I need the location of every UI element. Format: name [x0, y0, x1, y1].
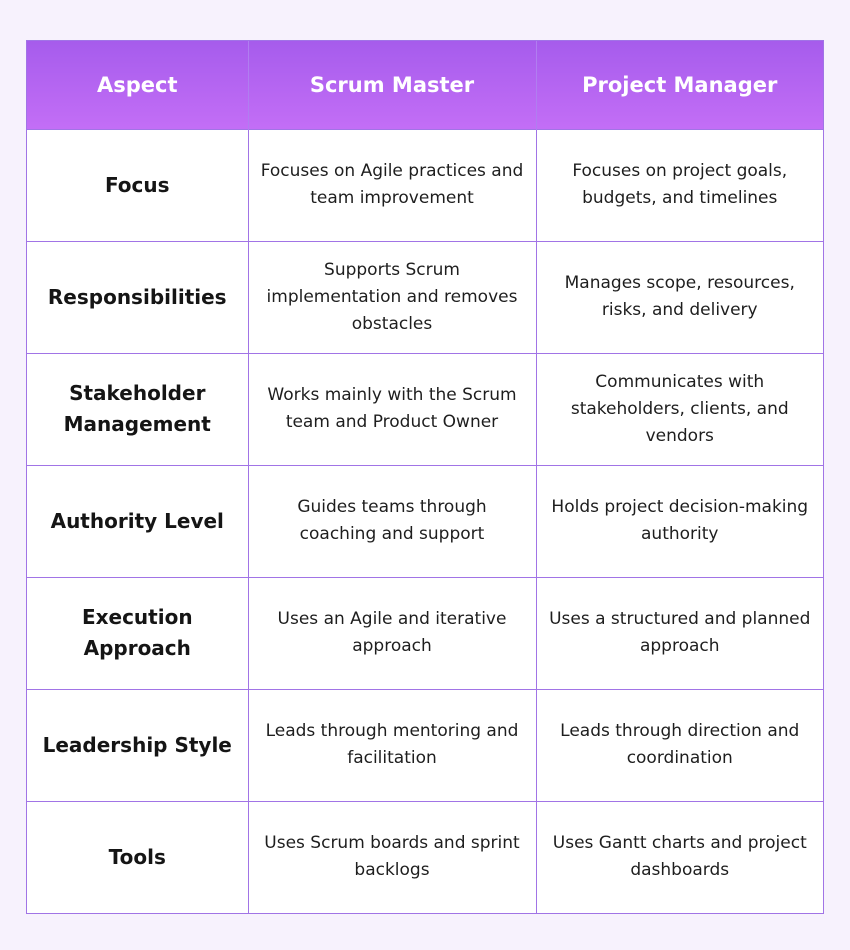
project-manager-cell: Uses Gantt charts and project dashboards	[536, 801, 823, 913]
project-manager-cell: Leads through direction and coordination	[536, 689, 823, 801]
comparison-table-grid	[27, 41, 823, 913]
table-row	[27, 129, 823, 241]
project-manager-cell: Communicates with stakeholders, clients, and vendors	[536, 353, 823, 465]
aspect-cell: Leadership Style	[27, 689, 248, 801]
table-row	[27, 241, 823, 353]
table-row	[27, 801, 823, 913]
header-row	[27, 41, 823, 129]
table-row	[27, 353, 823, 465]
aspect-cell: Stakeholder Management	[27, 353, 248, 465]
project-manager-cell: Manages scope, resources, risks, and delivery	[536, 241, 823, 353]
scrum-master-cell: Supports Scrum implementation and removes obstacles	[248, 241, 536, 353]
scrum-master-cell: Focuses on Agile practices and team improvement	[248, 129, 536, 241]
comparison-table	[26, 40, 824, 914]
scrum-master-cell: Guides teams through coaching and support	[248, 465, 536, 577]
header-project-manager: Project Manager	[582, 72, 778, 97]
table-row	[27, 689, 823, 801]
aspect-cell: Focus	[27, 129, 248, 241]
scrum-master-cell: Uses an Agile and iterative approach	[248, 577, 536, 689]
scrum-master-cell: Leads through mentoring and facilitation	[248, 689, 536, 801]
project-manager-cell: Uses a structured and planned approach	[536, 577, 823, 689]
project-manager-cell: Focuses on project goals, budgets, and timelines	[536, 129, 823, 241]
project-manager-cell: Holds project decision-making authority	[536, 465, 823, 577]
aspect-cell: Responsibilities	[27, 241, 248, 353]
aspect-cell: Authority Level	[27, 465, 248, 577]
scrum-master-cell: Uses Scrum boards and sprint backlogs	[248, 801, 536, 913]
table-header	[27, 41, 823, 129]
table-row	[27, 465, 823, 577]
scrum-master-cell: Works mainly with the Scrum team and Product Owner	[248, 353, 536, 465]
table-body	[27, 129, 823, 913]
header-scrum-master: Scrum Master	[248, 41, 536, 129]
aspect-cell: Execution Approach	[27, 577, 248, 689]
aspect-cell: Tools	[27, 801, 248, 913]
header-aspect: Aspect	[27, 41, 248, 129]
table-row	[27, 577, 823, 689]
